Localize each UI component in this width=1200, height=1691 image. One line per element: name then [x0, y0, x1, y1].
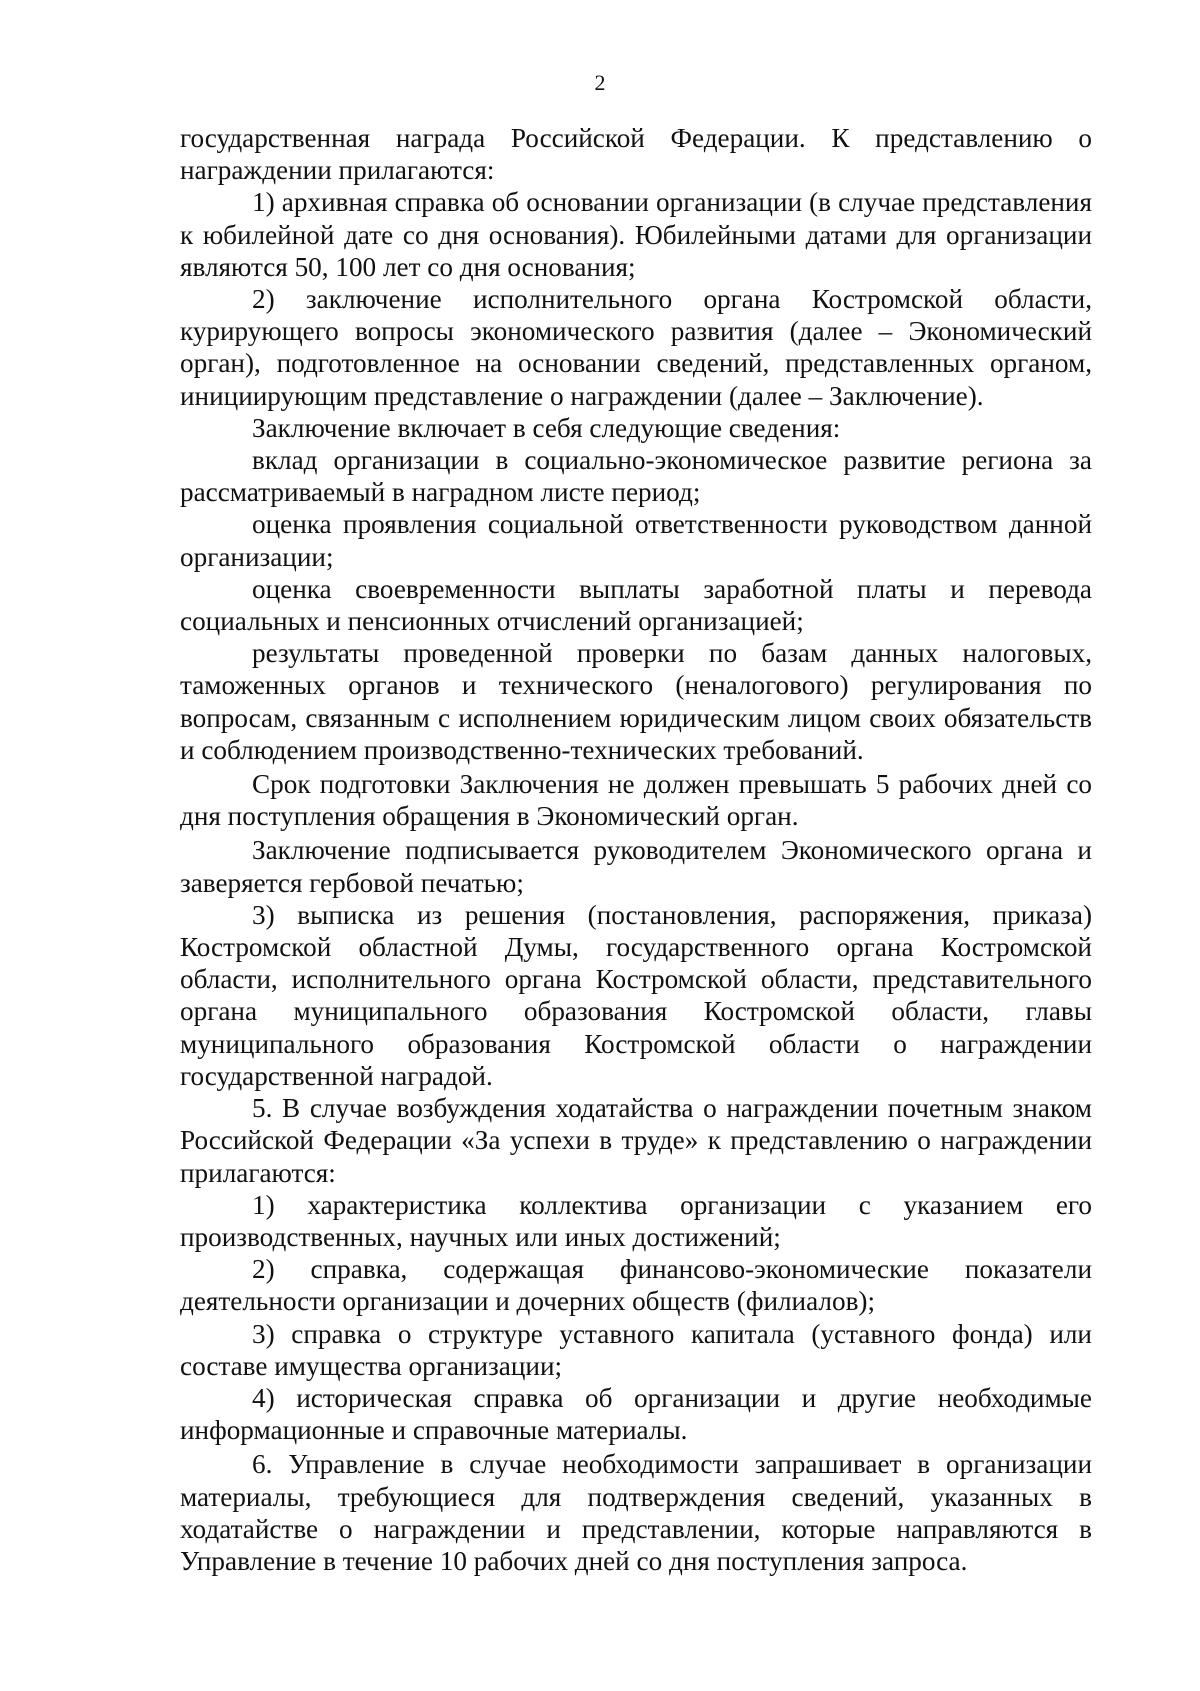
paragraph-section-5-item-3: 3) справка о структуре уставного капитала (уставного фонда) или составе имущества организации;: [180, 1318, 1092, 1381]
paragraph-section-5-item-1: 1) характеристика коллектива организации с указанием его производственных, научных или иных достижений;: [180, 1189, 1092, 1252]
document-body: [180, 122, 1092, 1577]
paragraph-section-5-item-4: 4) историческая справка об организации и другие необходимые информационные и справочные материалы.: [180, 1382, 1092, 1446]
page-number: 2: [594, 70, 606, 95]
paragraph-social-responsibility: оценка проявления социальной ответственности руководством данной организации;: [180, 509, 1092, 572]
paragraph-conclusion-contents: Заключение включает в себя следующие сведения:: [252, 412, 841, 443]
paragraph-section-6: 6. Управление в случае необходимости запрашивает в организации материалы, требующиеся для подтверждения сведений, указанных в ходатайстве о награждении и представлении, которые направляются в Управление в течение 10 рабочих дней со дня поступления запроса.: [180, 1449, 1092, 1576]
paragraph-contribution: вклад организации в социально-экономическое развитие региона за рассматриваемый в наградном листе период;: [180, 445, 1092, 508]
paragraph-item-2-conclusion: 2) заключение исполнительного органа Костромской области, курирующего вопросы экономического развития (далее – Экономический орган), подготовленное на основании сведений, представленных органом, инициирующим представление о награждении (далее – Заключение).: [180, 284, 1092, 411]
paragraph-signature: Заключение подписывается руководителем Экономического органа и заверяется гербовой печатью;: [180, 835, 1092, 898]
paragraph-continuation: государственная награда Российской Федерации. К представлению о награждении прилагаются:: [180, 123, 1092, 186]
paragraph-database-check: результаты проведенной проверки по базам данных налоговых, таможенных органов и технического (неналогового) регулирования по вопросам, связанным с исполнением юридическим лицом своих обязательств и соблюдением производственно-технических требований.: [180, 638, 1092, 765]
paragraph-item-1-archive-reference: 1) архивная справка об основании организации (в случае представления к юбилейной дате со дня основания). Юбилейными датами для организации являются 50, 100 лет со дня основания;: [180, 187, 1092, 282]
paragraph-section-5: 5. В случае возбуждения ходатайства о награждении почетным знаком Российской Федерации «За успехи в труде» к представлению о награждении прилагаются:: [180, 1093, 1092, 1188]
paragraph-salary-timeliness: оценка своевременности выплаты заработной платы и перевода социальных и пенсионных отчислений организацией;: [180, 573, 1092, 637]
paragraph-deadline: Срок подготовки Заключения не должен превышать 5 рабочих дней со дня поступления обращения в Экономический орган.: [180, 769, 1092, 832]
paragraph-item-3-extract: 3) выписка из решения (постановления, распоряжения, приказа) Костромской областной Думы, государственного органа Костромской области, исполнительного органа Костромской области, представительного органа муниципального образования Костромской области, главы муниципального образования Костромской области о награждении государственной наградой.: [180, 899, 1092, 1091]
paragraph-section-5-item-2: 2) справка, содержащая финансово-экономические показатели деятельности организации и дочерних обществ (филиалов);: [180, 1254, 1092, 1317]
